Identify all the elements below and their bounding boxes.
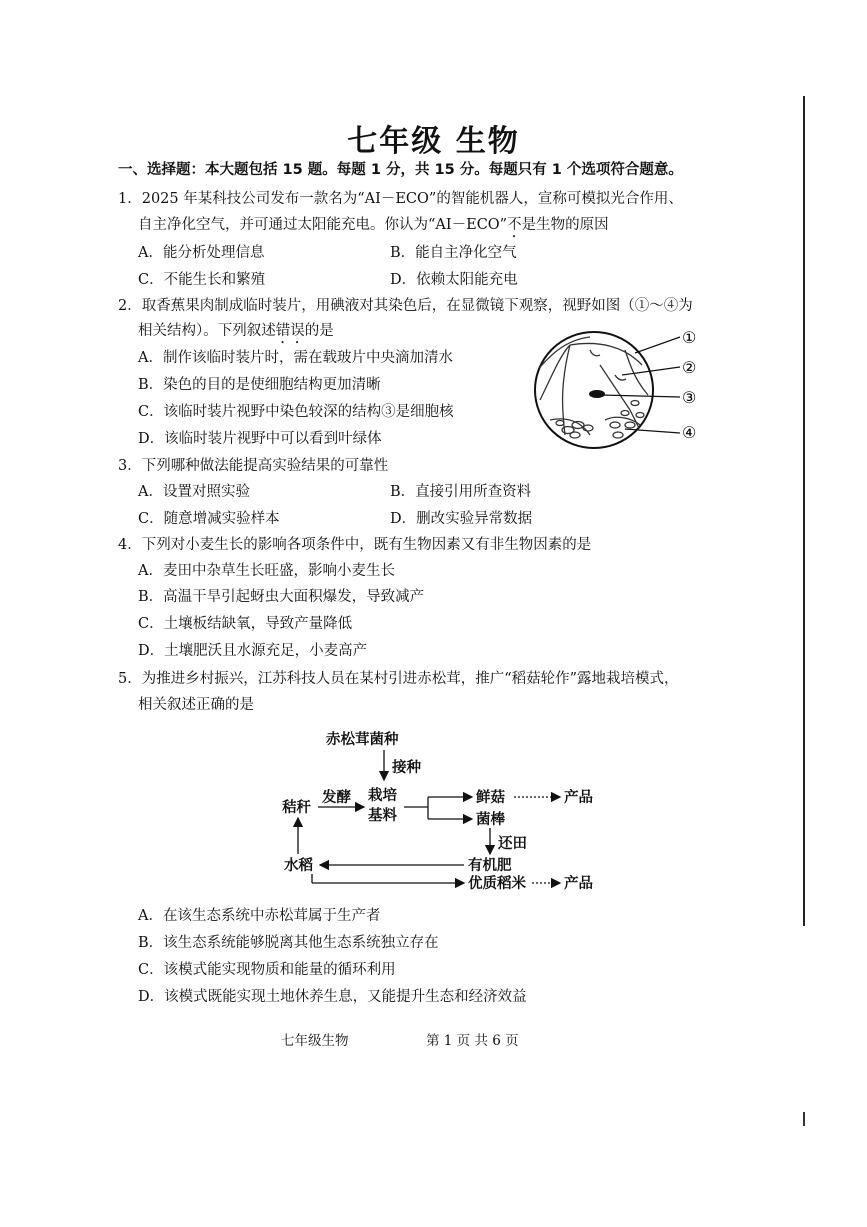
footer-subject: 七年级生物 bbox=[281, 1033, 349, 1049]
q1-stem-line2: 自主净化空气，并可通过太阳能充电。你认为“AI－ECO”不是生物的原因 bbox=[138, 217, 609, 233]
q4-option-d: D．土壤肥沃且水源充足，小麦高产 bbox=[138, 643, 368, 659]
label-return-to-field: 还田 bbox=[498, 835, 527, 852]
q4-option-a: A．麦田中杂草生长旺盛，影响小麦生长 bbox=[138, 563, 395, 579]
q3-option-b: B．直接引用所查资料 bbox=[390, 484, 532, 500]
q5-option-b: B．该生态系统能够脱离其他生态系统独立存在 bbox=[138, 935, 439, 951]
label-ferment: 发酵 bbox=[322, 789, 351, 806]
page-title: 七年级 生物 bbox=[347, 124, 520, 159]
q4-option-c: C．土壤板结缺氧，导致产量降低 bbox=[138, 616, 353, 632]
q5-option-d: D．该模式既能实现土地休养生息，又能提升生态和经济效益 bbox=[138, 989, 527, 1005]
q1-option-d: D．依赖太阳能充电 bbox=[390, 272, 518, 288]
node-substrate-line1: 栽培 bbox=[368, 787, 397, 804]
q1-option-a: A．能分析处理信息 bbox=[138, 245, 265, 261]
label-3: ③ bbox=[682, 388, 697, 407]
pointer-line-1 bbox=[635, 337, 680, 353]
node-substrate-line2: 基料 bbox=[368, 807, 397, 824]
q2-option-d: D．该临时装片视野中可以看到叶绿体 bbox=[138, 431, 382, 447]
q1-option-b: B．能自主净化空气 bbox=[390, 245, 517, 261]
q2-emphasis: 错误 bbox=[275, 323, 305, 339]
q3-option-d: D．删改实验异常数据 bbox=[390, 511, 533, 527]
q5-stem-line1: 5．为推进乡村振兴，江苏科技人员在某村引进赤松茸，推广“稻菇轮作”露地栽培模式， bbox=[118, 671, 679, 687]
q2-option-a: A．制作该临时装片时，需在载玻片中央滴加清水 bbox=[138, 350, 453, 366]
binding-tick bbox=[803, 1112, 805, 1126]
q5-option-a: A．在该生态系统中赤松茸属于生产者 bbox=[138, 908, 381, 924]
label-2: ② bbox=[682, 358, 697, 377]
label-inoculate: 接种 bbox=[392, 759, 421, 776]
field-of-view-circle bbox=[535, 332, 653, 448]
node-quality-rice: 优质稻米 bbox=[468, 875, 526, 892]
label-1: ① bbox=[682, 328, 697, 347]
q5-stem-line2: 相关叙述正确的是 bbox=[138, 697, 254, 713]
node-organic-fertilizer: 有机肥 bbox=[468, 857, 512, 874]
q2-option-b: B．染色的目的是使细胞结构更加清晰 bbox=[138, 377, 381, 393]
nucleus-structure-3 bbox=[589, 390, 605, 398]
q5-option-c: C．该模式能实现物质和能量的循环利用 bbox=[138, 962, 396, 978]
q2-option-c: C．该临时装片视野中染色较深的结构③是细胞核 bbox=[138, 404, 454, 420]
q4-stem: 4．下列对小麦生长的影响各项条件中，既有生物因素又有非生物因素的是 bbox=[118, 537, 592, 553]
q1-stem-line1: 1．2025 年某科技公司发布一款名为“AI－ECO”的智能机器人，宣称可模拟光合作用、 bbox=[118, 191, 683, 207]
q2-stem-line1: 2．取香蕉果肉制成临时装片，用碘液对其染色后，在显微镜下观察，视野如图（①～④为 bbox=[118, 298, 693, 314]
q1-option-c: C．不能生长和繁殖 bbox=[138, 272, 266, 288]
q3-stem: 3．下列哪种做法能提高实验结果的可靠性 bbox=[118, 458, 389, 474]
binding-line bbox=[803, 96, 805, 926]
rice-mushroom-rotation-diagram bbox=[270, 722, 630, 900]
label-4: ④ bbox=[682, 423, 697, 442]
node-product-2: 产品 bbox=[564, 875, 593, 892]
node-fresh-mushroom: 鲜菇 bbox=[476, 789, 505, 806]
node-product-1: 产品 bbox=[564, 789, 593, 806]
cell-micrograph-figure bbox=[530, 325, 710, 455]
node-rice: 水稻 bbox=[284, 857, 313, 874]
q3-option-a: A．设置对照实验 bbox=[138, 484, 250, 500]
footer-page-number: 第 1 页 共 6 页 bbox=[426, 1033, 519, 1049]
q3-option-c: C．随意增减实验样本 bbox=[138, 511, 280, 527]
q1-emphasis: 不 bbox=[507, 217, 522, 233]
q2-stem-line2: 相关结构）。下列叙述错误的是 bbox=[138, 323, 334, 339]
node-mushroom-stick: 菌棒 bbox=[476, 811, 505, 828]
node-straw: 秸秆 bbox=[282, 799, 311, 816]
node-spawn: 赤松茸菌种 bbox=[326, 731, 399, 748]
section-heading: 一、选择题：本大题包括 15 题。每题 1 分，共 15 分。每题只有 1 个选项符合题意。 bbox=[118, 162, 683, 178]
q4-option-b: B．高温干旱引起蚜虫大面积爆发，导致减产 bbox=[138, 589, 425, 605]
